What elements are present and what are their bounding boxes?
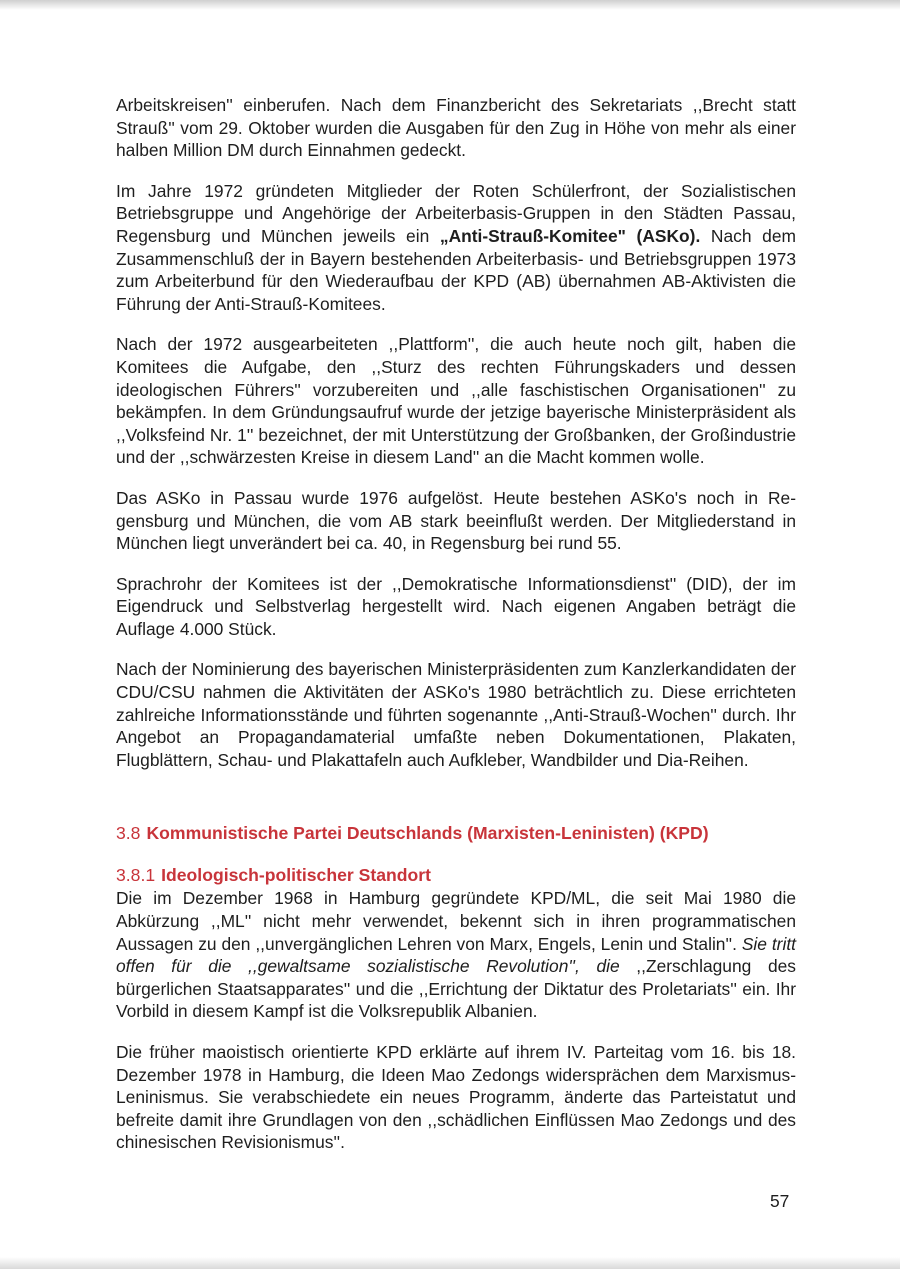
paragraph-1-text: Arbeitskreisen'' einberufen. Nach dem Finanzbericht des Sekretariats ,,Brecht statt Strauß'' vom 29. Oktober wurden die Ausgaben für den Zug in Höhe von mehr als einer halben Million DM durch Einnahmen gedeckt. (116, 95, 796, 161)
section-title: Kommunistische Partei Deutschlands (Marxisten-Leninisten) (KPD) (146, 823, 709, 844)
paragraph-3 (116, 333, 796, 469)
paragraph-6 (116, 658, 796, 771)
paragraph-1 (116, 94, 796, 162)
paragraph-7-italic-text: Sie tritt offen für die ,,gewaltsame sozialistische Revolution'', die (116, 933, 796, 977)
section-number: 3.8 (116, 823, 141, 844)
subsection-heading (116, 863, 796, 887)
paragraph-5 (116, 573, 796, 641)
paragraph-2-text-start: Im Jahre 1972 gründeten Mitglieder der Roten Schülerfront, der Sozialistischen Betriebsgruppe und Angehörige der Arbeiterbasis-Gruppen in den Städten Passau, Regensburg und München jeweils ein (116, 180, 796, 246)
asko-bold-term: „Anti-Strauß-Komitee" (ASKo). (439, 225, 701, 246)
page-body (116, 94, 796, 1172)
paragraph-3-text: Nach der 1972 ausgearbeiteten ,,Plattform'', die auch heute noch gilt, haben die Komitees die Aufgabe, den ,,Sturz des rechten Führungskaders und dessen ideologischen Führers'' vorzubereiten und ,,alle faschistischen Organisationen'' zu bekämpfen. In dem Gründungsaufruf wurde der jetzige bayerische Ministerpräsident als ,,Volksfeind Nr. 1'' bezeichnet, der mit Unterstützung der Großbanken, der Großindustrie und der ,,schwärzesten Kreise in diesem Land'' an die Macht kommen wolle. (116, 334, 796, 468)
paragraph-8-text: Die früher maoistisch orientierte KPD erklärte auf ihrem IV. Parteitag vom 16. bis 18. Dezember 1978 in Hamburg, die Ideen Mao Zedongs widersprächen dem Marxismus-Leninismus. Sie verabschiedete ein neues Programm, änderte das Parteistatut und befreite damit ihre Grundlagen von den ,,schädlichen Einflüssen Mao Zedongs und des chinesischen Revisionismus''. (116, 1042, 796, 1153)
page-number: 57 (770, 1191, 790, 1211)
paragraph-2-text-end: Nach dem Zusammenschluß der in Bayern bestehenden Arbeiterbasis- und Betriebsgruppen 1973 zum Arbeiterbund für den Wiederaufbau der KPD (AB) übernahmen AB-Aktivisten die Führung der Anti-Strauß-Komitees. (116, 225, 796, 314)
paragraph-4-text: Das ASKo in Passau wurde 1976 aufgelöst. Heute bestehen ASKo's noch in Regensburg und München, die vom AB stark beeinflußt werden. Der Mitgliederstand in München liegt unverändert bei ca. 40, in Regensburg bei rund 55. (116, 487, 796, 554)
subsection-title: Ideologisch-politischer Standort (161, 865, 431, 886)
paragraph-6-text: Nach der Nominierung des bayerischen Ministerpräsidenten zum Kanzlerkandidaten der CDU/CSU nahmen die Aktivitäten der ASKo's 1980 beträchtlich zu. Diese errichteten zahlreiche Informationsstände und führten sogenannte ,,Anti-Strauß-Wochen'' durch. Ihr Angebot an Propagandamaterial umfaßte neben Dokumentationen, Plakaten, Flugblättern, Schau- und Plakattafeln auch Aufkleber, Wandbilder und Dia-Reihen. (116, 659, 796, 770)
page-bottom-edge (0, 1257, 900, 1269)
paragraph-8 (116, 1041, 796, 1154)
paragraph-7-text-end: ,,Zerschlagung des bürgerlichen Staatsapparates'' und die ,,Errichtung der Diktatur des Proletariats'' ein. Ihr Vorbild in diesem Kampf ist die Volksrepublik Albanien. (116, 956, 796, 1022)
paragraph-7 (116, 887, 796, 1023)
section-heading (116, 821, 796, 845)
paragraph-5-text: Sprachrohr der Komitees ist der ,,Demokratische Informationsdienst'' (DID), der im Eigendruck und Selbstverlag hergestellt wird. Nach eigenen Angaben beträgt die Auflage 4.000 Stück. (116, 573, 796, 639)
paragraph-4 (116, 487, 796, 555)
paragraph-7-text-start: Die im Dezember 1968 in Hamburg gegründete KPD/ML, die seit Mai 1980 die Abkürzung ,,ML'' nicht mehr verwendet, bekennt sich in ihren programmatischen Aussagen zu den ,,unvergänglichen Lehren von Marx, Engels, Lenin und Stalin''. (116, 888, 796, 954)
paragraph-2 (116, 180, 796, 316)
page-top-edge (0, 0, 900, 10)
subsection-number: 3.8.1 (116, 865, 156, 886)
